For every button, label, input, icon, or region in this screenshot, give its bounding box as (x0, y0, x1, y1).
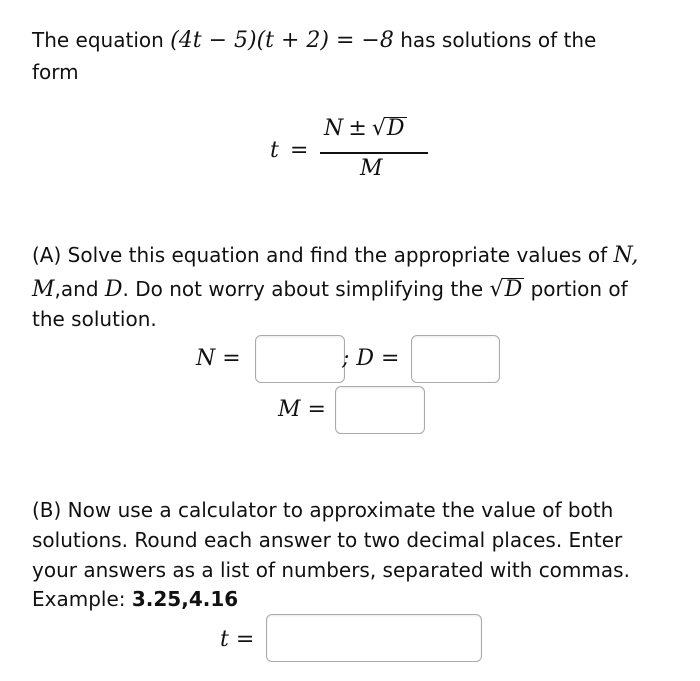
part-b-example (32, 584, 238, 614)
part-b-line-1: (B) Now use a calculator to approximate the value of both (32, 498, 614, 522)
n-input[interactable] (255, 335, 345, 383)
formula-pm: ± (348, 116, 367, 141)
formula-n: N (324, 116, 344, 141)
t-label: t = (220, 627, 255, 652)
n-label: N = (196, 346, 241, 371)
part-a-and: ,and (54, 277, 99, 301)
formula-lhs: t (270, 138, 279, 163)
part-a-var-n: N, (613, 243, 639, 268)
t-input[interactable] (266, 614, 482, 662)
part-a-var-d: D (104, 277, 123, 302)
d-input[interactable] (411, 335, 500, 383)
m-label: M = (278, 397, 326, 422)
formula-radicand: D (386, 116, 405, 141)
intro-suffix: has solutions of the (400, 28, 597, 52)
sqrt-symbol-inline: √ (489, 277, 504, 302)
part-a-radicand: D (504, 277, 523, 302)
fraction-bar (320, 152, 428, 154)
intro-prefix: The equation (32, 28, 164, 52)
m-input[interactable] (335, 386, 425, 434)
formula-numerator (324, 116, 407, 141)
part-a-line-1 (32, 240, 638, 271)
part-b-line-2: solutions. Round each answer to two decimal places. Enter (32, 528, 623, 552)
part-a-after: portion of (530, 277, 628, 301)
intro-line-2: form (32, 60, 79, 84)
intro-line-1 (32, 25, 596, 56)
part-b-line-3: your answers as a list of numbers, separated with commas. (32, 558, 630, 582)
part-a-mid: . Do not worry about simplifying the (122, 277, 484, 301)
part-a-text-1: (A) Solve this equation and find the appropriate values of (32, 243, 608, 267)
part-a-line-2 (32, 274, 628, 305)
formula-equals: = (290, 138, 309, 163)
example-label: Example: (32, 587, 126, 611)
part-a-line-3: the solution. (32, 307, 157, 331)
example-value: 3.25,4.16 (131, 587, 239, 611)
formula-denominator: M (360, 156, 383, 181)
sqrt-symbol: √ (371, 116, 386, 141)
intro-equation: (4t − 5)(t + 2) = −8 (170, 28, 394, 53)
part-a-var-m: M (32, 277, 55, 302)
d-label: ; D = (342, 346, 400, 371)
